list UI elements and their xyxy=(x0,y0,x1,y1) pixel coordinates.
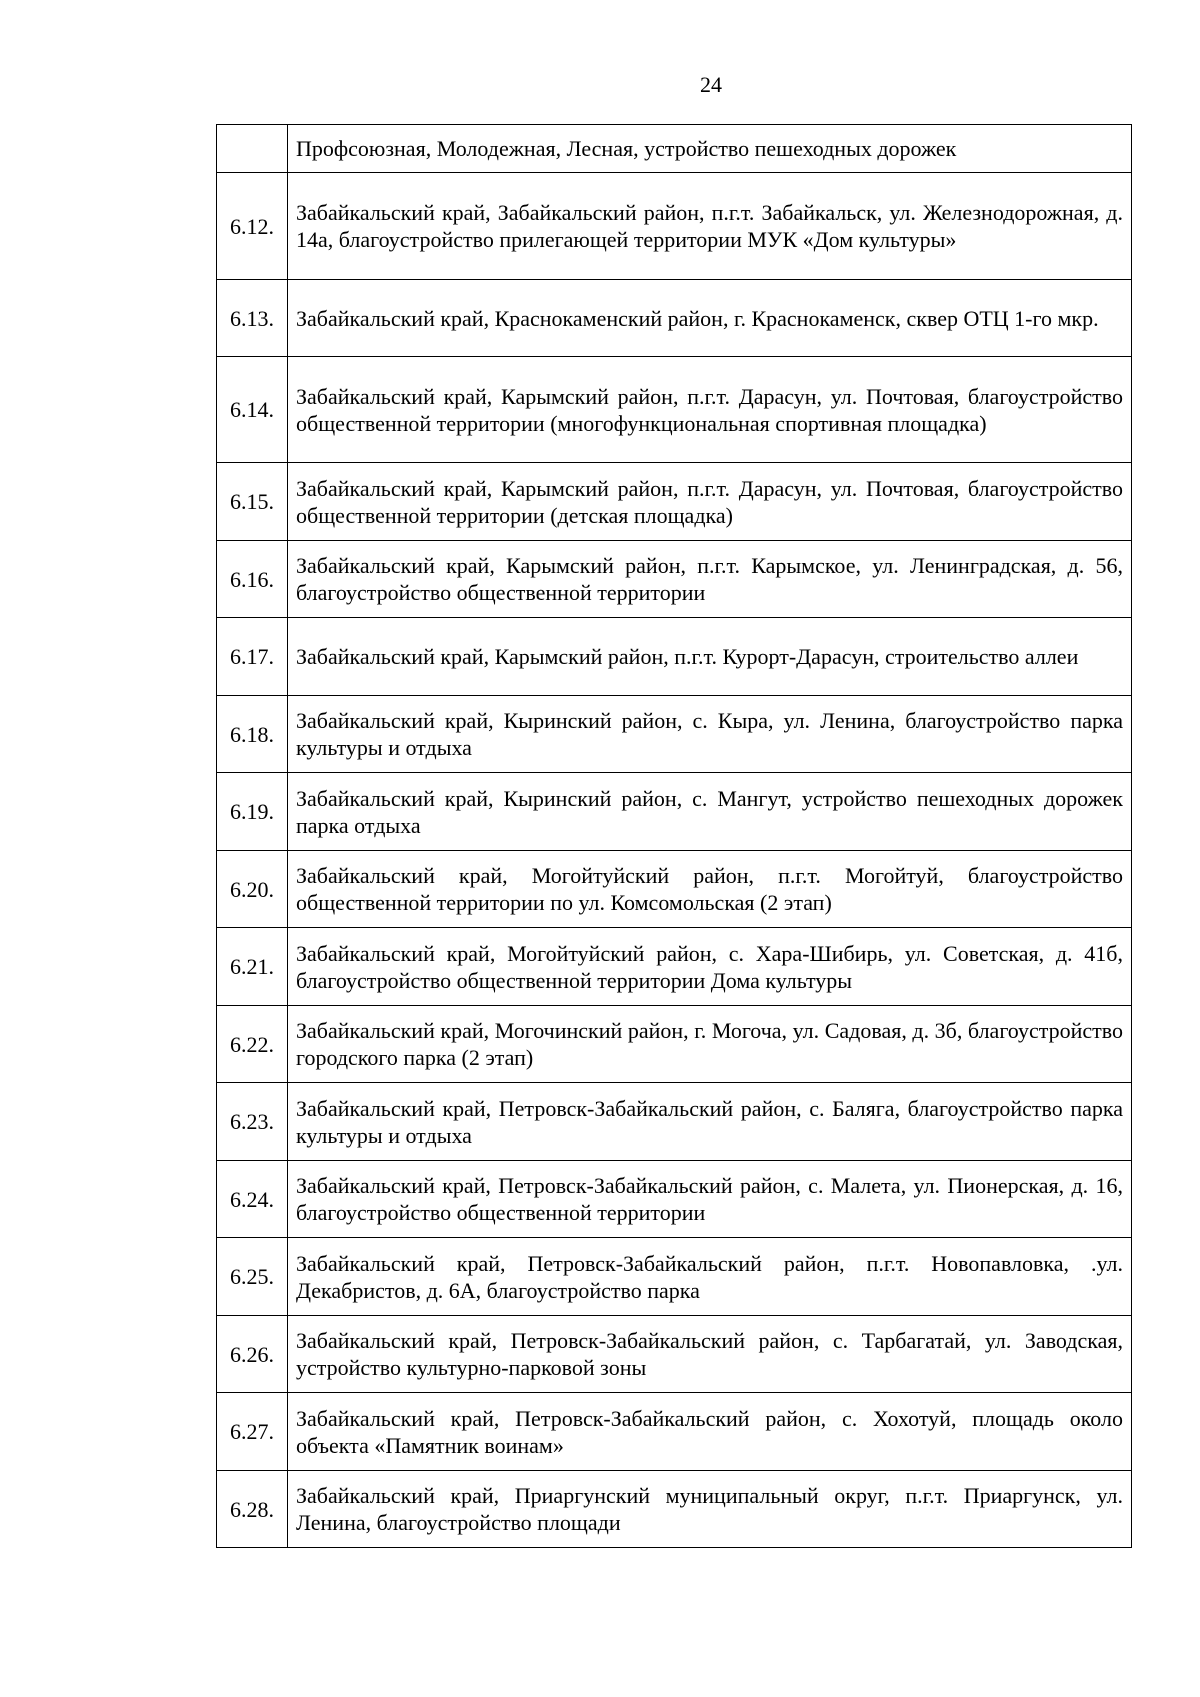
row-number: 6.27. xyxy=(217,1393,288,1471)
page-number: 24 xyxy=(700,72,722,97)
row-description: Забайкальский край, Могойтуйский район, п.г.т. Могойтуй, благоустройство общественной территории по ул. Комсомольская (2 этап) xyxy=(288,851,1132,928)
row-number: 6.26. xyxy=(217,1316,288,1393)
row-number: 6.17. xyxy=(217,618,288,696)
row-number: 6.24. xyxy=(217,1161,288,1238)
table-row xyxy=(217,696,1132,773)
table-row xyxy=(217,1161,1132,1238)
row-description: Профсоюзная, Молодежная, Лесная, устройство пешеходных дорожек xyxy=(288,125,1132,173)
row-number: 6.18. xyxy=(217,696,288,773)
row-description: Забайкальский край, Карымский район, п.г.т. Дарасун, ул. Почтовая, благоустройство общественной территории (детская площадка) xyxy=(288,463,1132,541)
row-description: Забайкальский край, Могойтуйский район, с. Хара-Шибирь, ул. Советская, д. 41б, благоустройство общественной территории Дома культуры xyxy=(288,928,1132,1006)
row-description: Забайкальский край, Кыринский район, с. Мангут, устройство пешеходных дорожек парка отдыха xyxy=(288,773,1132,851)
table-row xyxy=(217,1238,1132,1316)
table-row xyxy=(217,280,1132,357)
row-number: 6.12. xyxy=(217,173,288,280)
row-description: Забайкальский край, Забайкальский район, п.г.т. Забайкальск, ул. Железнодорожная, д. 14а, благоустройство прилегающей территории МУК «Дом культуры» xyxy=(288,173,1132,280)
table-row xyxy=(217,1006,1132,1083)
row-description: Забайкальский край, Краснокаменский район, г. Краснокаменск, сквер ОТЦ 1-го мкр. xyxy=(288,280,1132,357)
row-number: 6.15. xyxy=(217,463,288,541)
row-description: Забайкальский край, Карымский район, п.г.т. Курорт-Дарасун, строительство аллеи xyxy=(288,618,1132,696)
objects-table xyxy=(216,124,1132,1548)
row-number xyxy=(217,125,288,173)
row-description: Забайкальский край, Петровск-Забайкальский район, с. Тарбагатай, ул. Заводская, устройство культурно-парковой зоны xyxy=(288,1316,1132,1393)
table-row xyxy=(217,1393,1132,1471)
table-row xyxy=(217,928,1132,1006)
table-row xyxy=(217,125,1132,173)
row-description: Забайкальский край, Петровск-Забайкальский район, с. Хохотуй, площадь около объекта «Памятник воинам» xyxy=(288,1393,1132,1471)
row-number: 6.25. xyxy=(217,1238,288,1316)
row-number: 6.20. xyxy=(217,851,288,928)
row-description: Забайкальский край, Петровск-Забайкальский район, с. Баляга, благоустройство парка культуры и отдыха xyxy=(288,1083,1132,1161)
table-row xyxy=(217,851,1132,928)
table-row xyxy=(217,463,1132,541)
row-description: Забайкальский край, Карымский район, п.г.т. Дарасун, ул. Почтовая, благоустройство общественной территории (многофункциональная спортивная площадка) xyxy=(288,357,1132,463)
row-description: Забайкальский край, Петровск-Забайкальский район, п.г.т. Новопавловка, .ул. Декабристов, д. 6А, благоустройство парка xyxy=(288,1238,1132,1316)
row-number: 6.21. xyxy=(217,928,288,1006)
row-description: Забайкальский край, Кыринский район, с. Кыра, ул. Ленина, благоустройство парка культуры и отдыха xyxy=(288,696,1132,773)
table-row xyxy=(217,1471,1132,1548)
table-row xyxy=(217,1316,1132,1393)
row-description: Забайкальский край, Карымский район, п.г.т. Карымское, ул. Ленинградская, д. 56, благоустройство общественной территории xyxy=(288,541,1132,618)
row-description: Забайкальский край, Приаргунский муниципальный округ, п.г.т. Приаргунск, ул. Ленина, благоустройство площади xyxy=(288,1471,1132,1548)
row-description: Забайкальский край, Могочинский район, г. Могоча, ул. Садовая, д. 3б, благоустройство городского парка (2 этап) xyxy=(288,1006,1132,1083)
table-row xyxy=(217,173,1132,280)
table-row xyxy=(217,1083,1132,1161)
row-number: 6.23. xyxy=(217,1083,288,1161)
table-row xyxy=(217,618,1132,696)
table-row xyxy=(217,541,1132,618)
row-description: Забайкальский край, Петровск-Забайкальский район, с. Малета, ул. Пионерская, д. 16, благоустройство общественной территории xyxy=(288,1161,1132,1238)
row-number: 6.16. xyxy=(217,541,288,618)
row-number: 6.19. xyxy=(217,773,288,851)
row-number: 6.13. xyxy=(217,280,288,357)
row-number: 6.28. xyxy=(217,1471,288,1548)
row-number: 6.14. xyxy=(217,357,288,463)
table-row xyxy=(217,357,1132,463)
row-number: 6.22. xyxy=(217,1006,288,1083)
table-row xyxy=(217,773,1132,851)
